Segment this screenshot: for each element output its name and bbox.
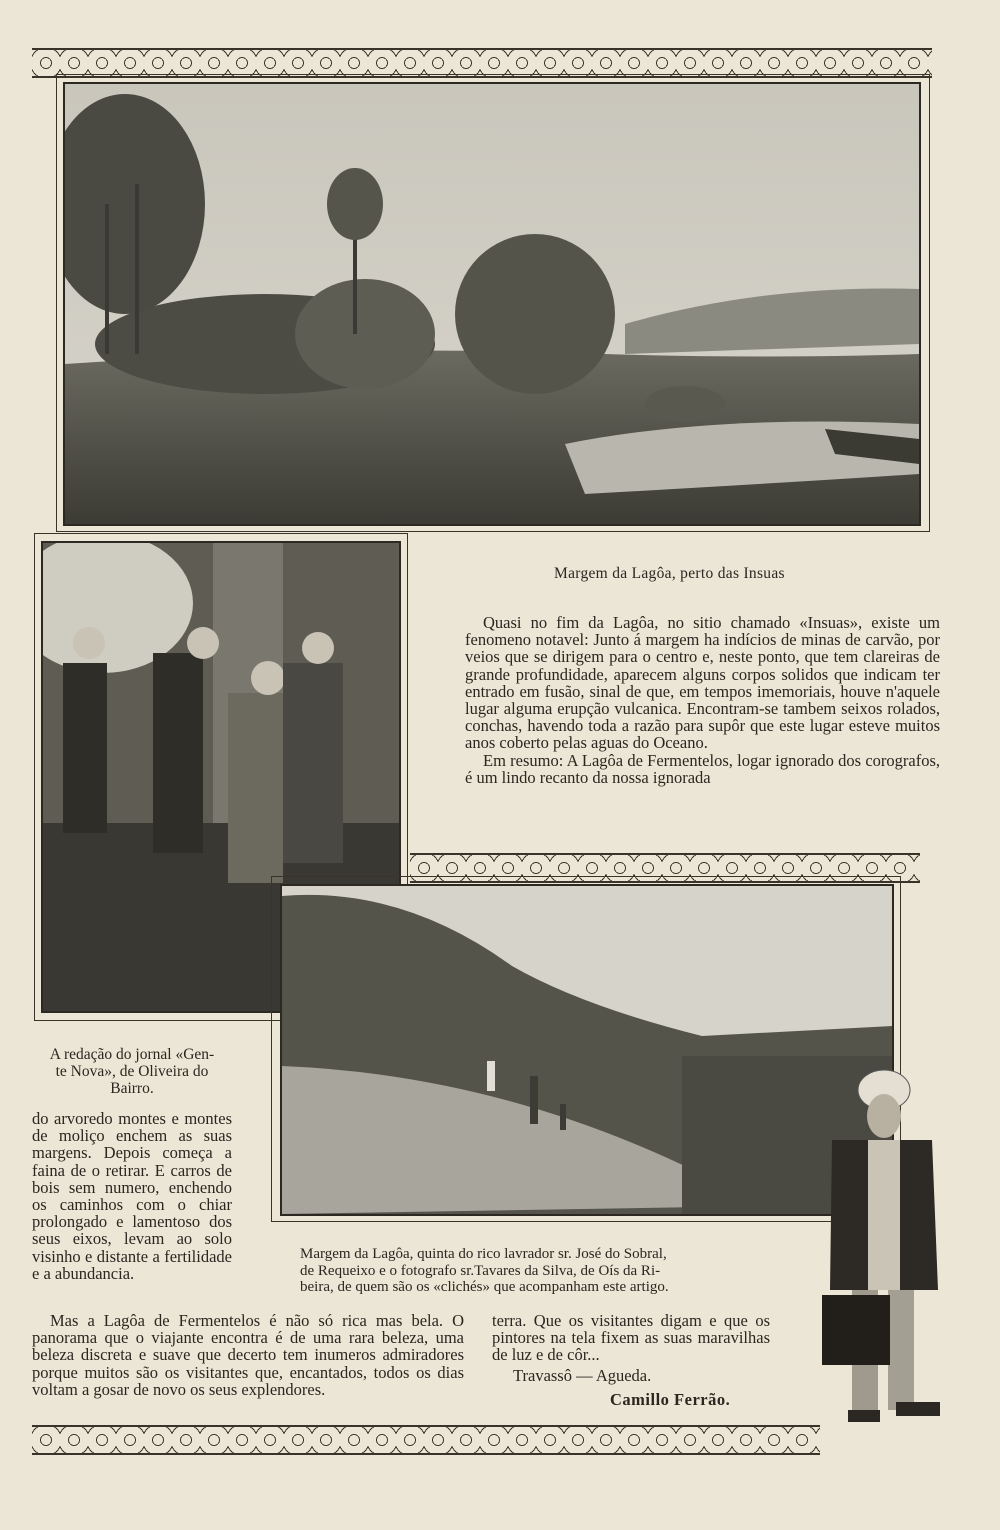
- caption-group-line-2: te Nova», de Oliveira do: [55, 1063, 209, 1080]
- paragraph-terra: terra. Que os visitantes digam e que os pintores na tela fixem as suas maravilhas de luz e de côr...: [492, 1311, 770, 1365]
- paragraph-insuas-block: [465, 614, 940, 786]
- caption-group-photo: [32, 1046, 232, 1097]
- paragraph-arvoredo: do arvoredo montes e montes de moliço enchem as suas margens. Depois começa a faina de o retirar. E carros de bois sem numero, enchendo os caminhos com o chiar prolongado e lamentoso dos seus eixos, levam ao solo visinho e distante a fertilidade e a abundancia.: [32, 1109, 232, 1283]
- paragraph-bela-block: [32, 1312, 464, 1398]
- caption-top-photo: Margem da Lagôa, perto das Insuas: [554, 565, 785, 582]
- caption-quinta-line-2: de Requeixo e o fotografo sr.Tavares da Silva, de Oís da Ri-: [300, 1262, 661, 1279]
- signature-place: Travassô — Agueda.: [513, 1366, 652, 1385]
- paragraph-insuas: Quasi no fim da Lagôa, no sitio chamado «Insuas», existe um fenomeno notavel: Junto á margem ha indícios de minas de carvão, por veios que se dirigem para o centro e, neste ponto, que tem clareiras de grande profundidade, aparecem alguns corpos solidos que indicam ter entrado em fusão, sinal de que, em tempos imemoriais, houve n'aquele lugar alguma erupção vulcanica. Encontram-se tambem seixos rolados, conchas, havendo toda a razão para supôr que este lugar esteve muitos anos coberto pelas aguas do Oceano.: [465, 613, 940, 753]
- paragraph-arvoredo-block: [32, 1110, 232, 1282]
- caption-quinta-photo: [300, 1246, 790, 1296]
- signature-author: Camillo Ferrão.: [610, 1390, 731, 1409]
- paragraph-bela: Mas a Lagôa de Fermentelos é não só rica mas bela. O panorama que o viajante encontra é de uma rara beleza, uma beleza discreta e suave que decerto tem inumeros admiradores porque muitos são os visitantes que, encantados, todos os dias voltam a gosar de novo os seus explendores.: [32, 1311, 464, 1399]
- photographer-portrait: [812, 1050, 952, 1440]
- caption-group-line-3: Bairro.: [110, 1080, 154, 1097]
- paragraph-terra-block: [492, 1312, 770, 1364]
- caption-quinta-line-3: beira, de quem são os «clichés» que acompanham este artigo.: [300, 1279, 669, 1295]
- quinta-photo: [280, 884, 894, 1216]
- caption-group-line-1: A redação do jornal «Gen-: [49, 1046, 215, 1063]
- lake-margin-photo: [63, 82, 921, 526]
- paragraph-resumo: Em resumo: A Lagôa de Fermentelos, logar ignorado dos corografos, é um lindo recanto da nossa ignorada: [465, 750, 940, 787]
- caption-quinta-line-1: Margem da Lagôa, quinta do rico lavrador sr. José do Sobral,: [300, 1246, 667, 1262]
- decorative-border-bottom: [32, 1425, 820, 1455]
